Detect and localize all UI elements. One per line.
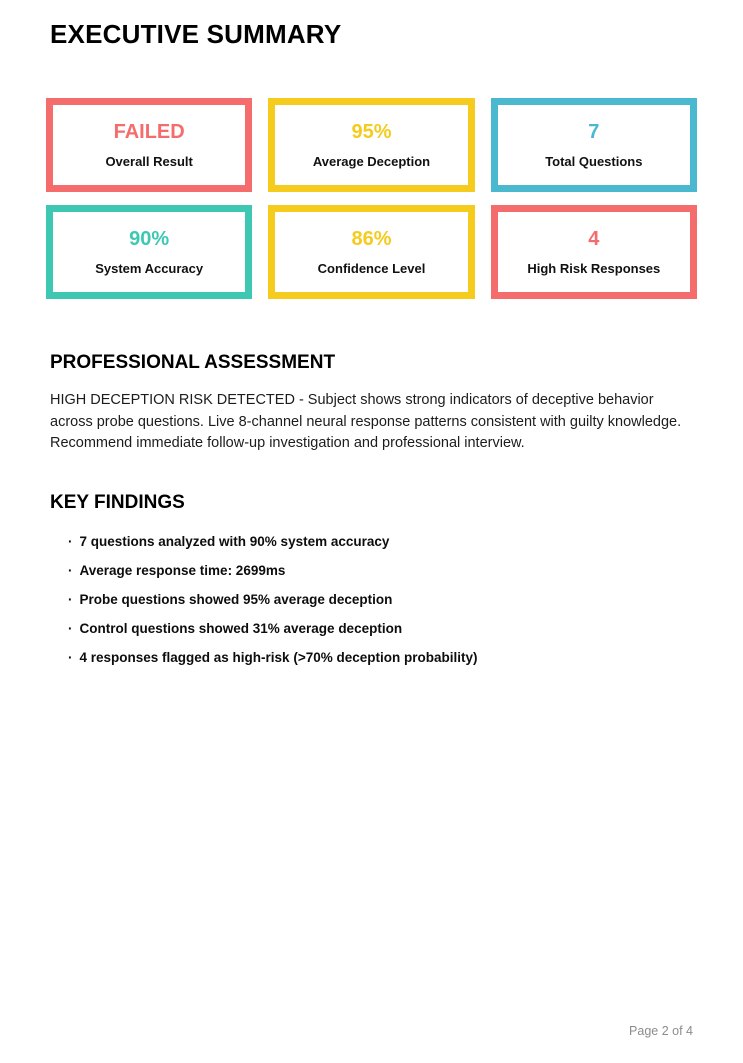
key-finding-item [68,622,693,636]
key-finding-item [68,593,693,607]
stat-label: Total Questions [545,154,643,169]
stat-label: System Accuracy [95,261,204,276]
key-finding-text: 4 responses flagged as high-risk (>70% deception probability) [79,649,478,665]
bullet-icon: · [68,562,73,578]
stat-label: Confidence Level [317,261,426,276]
key-finding-text: 7 questions analyzed with 90% system accuracy [79,533,390,549]
stat-label: Overall Result [105,154,193,169]
stat-value: FAILED [113,121,185,143]
stat-value: 90% [129,228,170,250]
page-title: EXECUTIVE SUMMARY [50,19,342,49]
key-finding-text: Probe questions showed 95% average deception [79,591,393,607]
page-number: Page 2 of 4 [629,1024,693,1038]
stat-card-system-accuracy [46,205,252,299]
key-findings-list [68,535,693,665]
stat-label: Average Deception [312,154,431,169]
stat-card-total-questions [491,98,697,192]
stat-card-average-deception [268,98,474,192]
stat-value: 86% [351,228,392,250]
stat-label: High Risk Responses [527,261,661,276]
professional-assessment-text: HIGH DECEPTION RISK DETECTED - Subject shows strong indicators of deceptive behavior across probe questions. Live 8-channel neural response patterns consistent with guilty knowledge. Recommend immediate follow-up investigation and professional interview. [50,392,682,451]
stat-value: 4 [588,228,600,250]
stat-value: 7 [588,121,600,143]
bullet-icon: · [68,620,73,636]
stat-card-overall-result [46,98,252,192]
report-page [0,19,743,1063]
key-finding-item [68,564,693,578]
stat-card-grid [46,98,697,299]
bullet-icon: · [68,649,73,665]
key-finding-text: Average response time: 2699ms [79,562,286,578]
key-finding-text: Control questions showed 31% average deception [79,620,403,636]
key-findings-heading: KEY FINDINGS [50,491,185,513]
stat-card-confidence-level [268,205,474,299]
bullet-icon: · [68,533,73,549]
key-finding-item [68,535,693,549]
stat-value: 95% [351,121,392,143]
key-finding-item [68,651,693,665]
bullet-icon: · [68,591,73,607]
stat-card-high-risk-responses [491,205,697,299]
professional-assessment-heading: PROFESSIONAL ASSESSMENT [50,352,336,373]
